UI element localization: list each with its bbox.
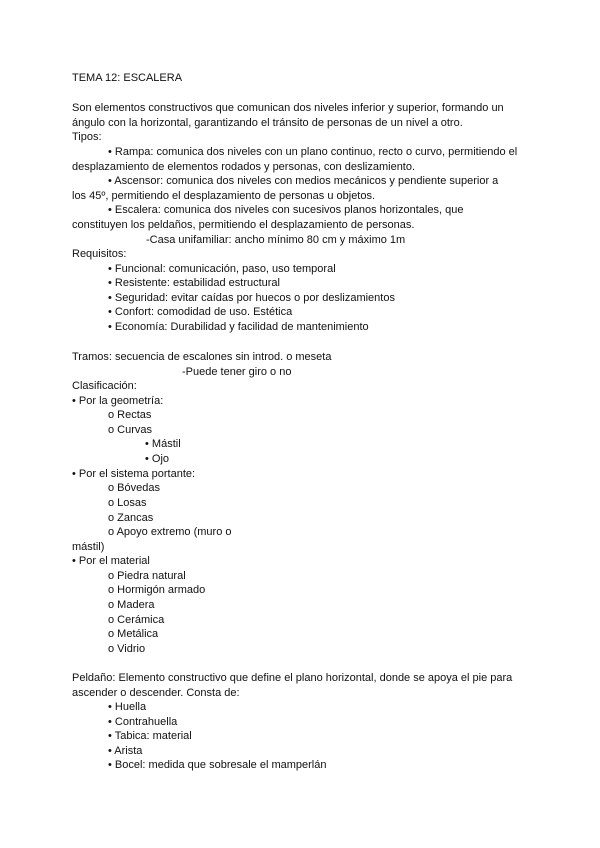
geometria-mastil: • Mástil xyxy=(145,438,181,450)
clasificacion-heading: Clasificación: xyxy=(72,380,137,392)
portante-bovedas: o Bóvedas xyxy=(108,482,160,494)
intro-line-2: ángulo con la horizontal, garantizando el tránsito de personas de un nivel a otro. xyxy=(72,117,463,129)
portante-losas: o Losas xyxy=(108,497,147,509)
material-hormigon: o Hormigón armado xyxy=(108,584,206,596)
tipos-escalera: • Escalera: comunica dos niveles con sucesivos planos horizontales, que xyxy=(108,204,464,216)
tramos-note: -Puede tener giro o no xyxy=(182,366,292,378)
peldano-huella: • Huella xyxy=(108,701,147,713)
tipos-rampa-cont: desplazamiento de elementos rodados y personas, con deslizamiento. xyxy=(72,161,416,173)
requisito-economia: • Economía: Durabilidad y facilidad de mantenimiento xyxy=(108,321,369,333)
tipos-heading: Tipos: xyxy=(72,131,102,143)
peldano-line-1: Peldaño: Elemento constructivo que define el plano horizontal, donde se apoya el pie para xyxy=(72,672,513,684)
requisito-resistente: • Resistente: estabilidad estructural xyxy=(108,277,280,289)
requisitos-heading: Requisitos: xyxy=(72,248,127,260)
peldano-line-2: ascender o descender. Consta de: xyxy=(72,687,240,699)
peldano-contrahuella: • Contrahuella xyxy=(108,716,178,728)
geometria-ojo: • Ojo xyxy=(145,453,170,465)
material-metalica: o Metálica xyxy=(108,628,159,640)
peldano-tabica: • Tabica: material xyxy=(108,730,192,742)
intro-line-1: Son elementos constructivos que comunican dos niveles inferior y superior, formando un xyxy=(72,102,504,114)
peldano-bocel: • Bocel: medida que sobresale el mamperlán xyxy=(108,759,327,771)
geometria-label: • Por la geometría: xyxy=(72,395,164,407)
geometria-rectas: o Rectas xyxy=(108,409,152,421)
tipos-ascensor-cont: los 45º, permitiendo el desplazamiento de personas u objetos. xyxy=(72,190,376,202)
geometria-curvas: o Curvas xyxy=(108,424,153,436)
material-madera: o Madera xyxy=(108,599,155,611)
material-vidrio: o Vidrio xyxy=(108,643,146,655)
requisito-confort: • Confort: comodidad de uso. Estética xyxy=(108,306,293,318)
tipos-ascensor: • Ascensor: comunica dos niveles con medios mecánicos y pendiente superior a xyxy=(108,175,499,187)
tipos-rampa: • Rampa: comunica dos niveles con un plano continuo, recto o curvo, permitiendo el xyxy=(108,146,518,158)
tramos-line: Tramos: secuencia de escalones sin introd. o meseta xyxy=(72,351,332,363)
requisito-funcional: • Funcional: comunicación, paso, uso temporal xyxy=(108,263,336,275)
portante-label: • Por el sistema portante: xyxy=(72,468,196,480)
peldano-arista: • Arista xyxy=(108,745,143,757)
portante-apoyo-cont: mástil) xyxy=(72,541,105,553)
page-title: TEMA 12: ESCALERA xyxy=(72,72,183,84)
requisito-seguridad: • Seguridad: evitar caídas por huecos o por deslizamientos xyxy=(108,292,395,304)
material-label: • Por el material xyxy=(72,555,150,567)
material-piedra: o Piedra natural xyxy=(108,570,186,582)
tipos-escalera-cont: constituyen los peldaños, permitiendo el desplazamiento de personas. xyxy=(72,219,415,231)
tipos-escalera-note: -Casa unifamiliar: ancho mínimo 80 cm y máximo 1m xyxy=(146,234,406,246)
portante-zancas: o Zancas xyxy=(108,512,154,524)
portante-apoyo: o Apoyo extremo (muro o xyxy=(108,526,232,538)
material-ceramica: o Cerámica xyxy=(108,614,165,626)
